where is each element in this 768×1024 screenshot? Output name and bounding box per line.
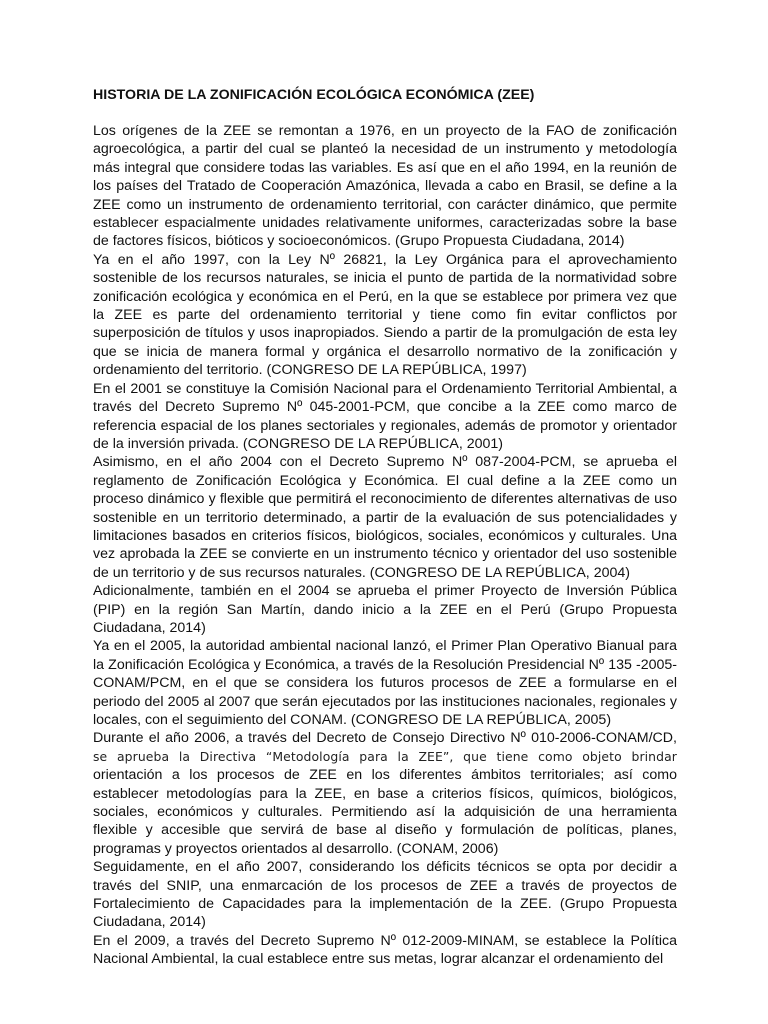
text-line: zonificación ecológica y económica en el Perú, en la que se establece por primera vez que bbox=[93, 288, 677, 305]
text-line: Ciudadana, 2014) bbox=[93, 619, 206, 636]
text-line: sociales, económicos y culturales. Permitiendo así la adquisición de una herramienta bbox=[93, 804, 677, 821]
text-line: sostenible en un territorio determinado, a partir de la evaluación de sus potencialidades y bbox=[93, 509, 677, 526]
text-line: Ya en el 2005, la autoridad ambiental nacional lanzó, el Primer Plan Operativo Bianual para bbox=[93, 638, 677, 655]
text-line: orientación a los procesos de ZEE en los diferentes ámbitos territoriales; así como bbox=[93, 767, 677, 784]
text-line: Nacional Ambiental, la cual establece entre sus metas, lograr alcanzar el ordenamiento del bbox=[93, 951, 664, 968]
text-line: locales, con el seguimiento del CONAM. (CONGRESO DE LA REPÚBLICA, 2005) bbox=[93, 712, 612, 728]
text-line: se aprueba la Directiva “Metodología para la ZEE”, que tiene como objeto brindar bbox=[93, 748, 677, 764]
text-line: CONAM/PCM, en el que se considera los futuros procesos de ZEE a formularse en el bbox=[93, 675, 677, 692]
text-line: que se inicia de manera formal y orgánica el desarrollo normativo de la zonificación y bbox=[93, 343, 677, 360]
text-line: los países del Tratado de Cooperación Amazónica, llevada a cabo en Brasil, se define a la bbox=[93, 178, 677, 195]
text-line: través del Decreto Supremo Nº 045-2001-PCM, que concibe a la ZEE como marco de bbox=[93, 399, 677, 416]
text-line: vez aprobada la ZEE se convierte en un instrumento técnico y orientador del uso sostenible bbox=[93, 546, 677, 563]
paragraph bbox=[93, 637, 677, 729]
paragraph bbox=[93, 380, 677, 454]
text-line: de un territorio y de sus recursos naturales. (CONGRESO DE LA REPÚBLICA, 2004) bbox=[93, 564, 630, 581]
text-line: Ciudadana, 2014) bbox=[93, 914, 206, 931]
text-line: Los orígenes de la ZEE se remontan a 1976, en un proyecto de la FAO de zonificación bbox=[93, 123, 677, 139]
paragraph bbox=[93, 582, 677, 637]
text-line: sostenible de los recursos naturales, se inicia el punto de partida de la normatividad sobre bbox=[93, 270, 677, 287]
text-line: Adicionalmente, también en el 2004 se aprueba el primer Proyecto de Inversión Pública bbox=[93, 583, 677, 600]
text-line: Ya en el año 1997, con la Ley Nº 26821, la Ley Orgánica para el aprovechamiento bbox=[93, 251, 677, 268]
text-line: más integral que considere todas las variables. Es así que en el año 1994, en la reunión de bbox=[93, 159, 677, 176]
text-line: ordenamiento del territorio. (CONGRESO DE LA REPÚBLICA, 1997) bbox=[93, 362, 527, 379]
text-line: Asimismo, en el año 2004 con el Decreto Supremo Nº 087-2004-PCM, se aprueba el bbox=[93, 454, 677, 471]
text-line: programas y proyectos orientados al desarrollo. (CONAM, 2006) bbox=[93, 840, 499, 857]
document-body bbox=[93, 122, 677, 969]
text-line: superposición de títulos y usos inapropiados. Siendo a partir de la promulgación de esta ley bbox=[93, 325, 677, 342]
paragraph bbox=[93, 932, 677, 969]
text-line: En el 2009, a través del Decreto Supremo Nº 012-2009-MINAM, se establece la Política bbox=[93, 932, 677, 949]
text-line: reglamento de Zonificación Ecológica y Económica. El cual define a la ZEE como un bbox=[93, 472, 677, 489]
text-line: Durante el año 2006, a través del Decreto de Consejo Directivo Nº 010-2006-CONAM/CD, bbox=[93, 730, 677, 747]
text-line: establecer espacialmente unidades relativamente uniformes, caracterizadas sobre la base bbox=[93, 215, 677, 232]
paragraph bbox=[93, 453, 677, 582]
paragraph bbox=[93, 251, 677, 380]
text-line: Seguidamente, en el año 2007, considerando los déficits técnicos se opta por decidir a bbox=[93, 859, 677, 876]
text-line: referencia espacial de los planes sectoriales y regionales, además de promotor y orientador bbox=[93, 417, 677, 434]
text-line: agroecológica, a partir del cual se planteó la necesidad de un instrumento y metodología bbox=[93, 141, 677, 158]
text-line: En el 2001 se constituye la Comisión Nacional para el Ordenamiento Territorial Ambiental, a bbox=[93, 380, 677, 397]
paragraph bbox=[93, 729, 677, 858]
text-line: proceso dinámico y flexible que permitirá el reconocimiento de diferentes alternativas de uso bbox=[93, 491, 677, 508]
text-line: ZEE como un instrumento de ordenamiento territorial, con carácter dinámico, que permite bbox=[93, 196, 677, 213]
text-line: periodo del 2005 al 2007 que serán ejecutados por las instituciones nacionales, regionales y bbox=[93, 693, 677, 710]
text-line: limitaciones basados en criterios físicos, biológicos, sociales, económicos y culturales. Una bbox=[93, 527, 677, 544]
text-line: flexible y accesible que servirá de base al diseño y formulación de políticas, planes, bbox=[93, 822, 677, 839]
text-line: la Zonificación Ecológica y Económica, a través de la Resolución Presidencial Nº 135 -2005- bbox=[93, 656, 677, 673]
text-line: través del SNIP, una enmarcación de los procesos de ZEE a través de proyectos de bbox=[93, 877, 677, 894]
text-line: la ZEE es parte del ordenamiento territorial y tiene como fin evitar conflictos por bbox=[93, 307, 677, 324]
text-line: de factores físicos, bióticos y socioeconómicos. (Grupo Propuesta Ciudadana, 2014) bbox=[93, 233, 625, 250]
document-title: HISTORIA DE LA ZONIFICACIÓN ECOLÓGICA ECONÓMICA (ZEE) bbox=[93, 87, 535, 103]
paragraph bbox=[93, 122, 677, 251]
text-line: establecer metodologías para la ZEE, en base a criterios físicos, químicos, biológicos, bbox=[93, 785, 677, 802]
text-line: Fortalecimiento de Capacidades para la implementación de la ZEE. (Grupo Propuesta bbox=[93, 896, 677, 913]
text-line: de la inversión privada. (CONGRESO DE LA REPÚBLICA, 2001) bbox=[93, 435, 504, 452]
paragraph bbox=[93, 858, 677, 932]
text-line: (PIP) en la región San Martín, dando inicio a la ZEE en el Perú (Grupo Propuesta bbox=[93, 601, 677, 618]
